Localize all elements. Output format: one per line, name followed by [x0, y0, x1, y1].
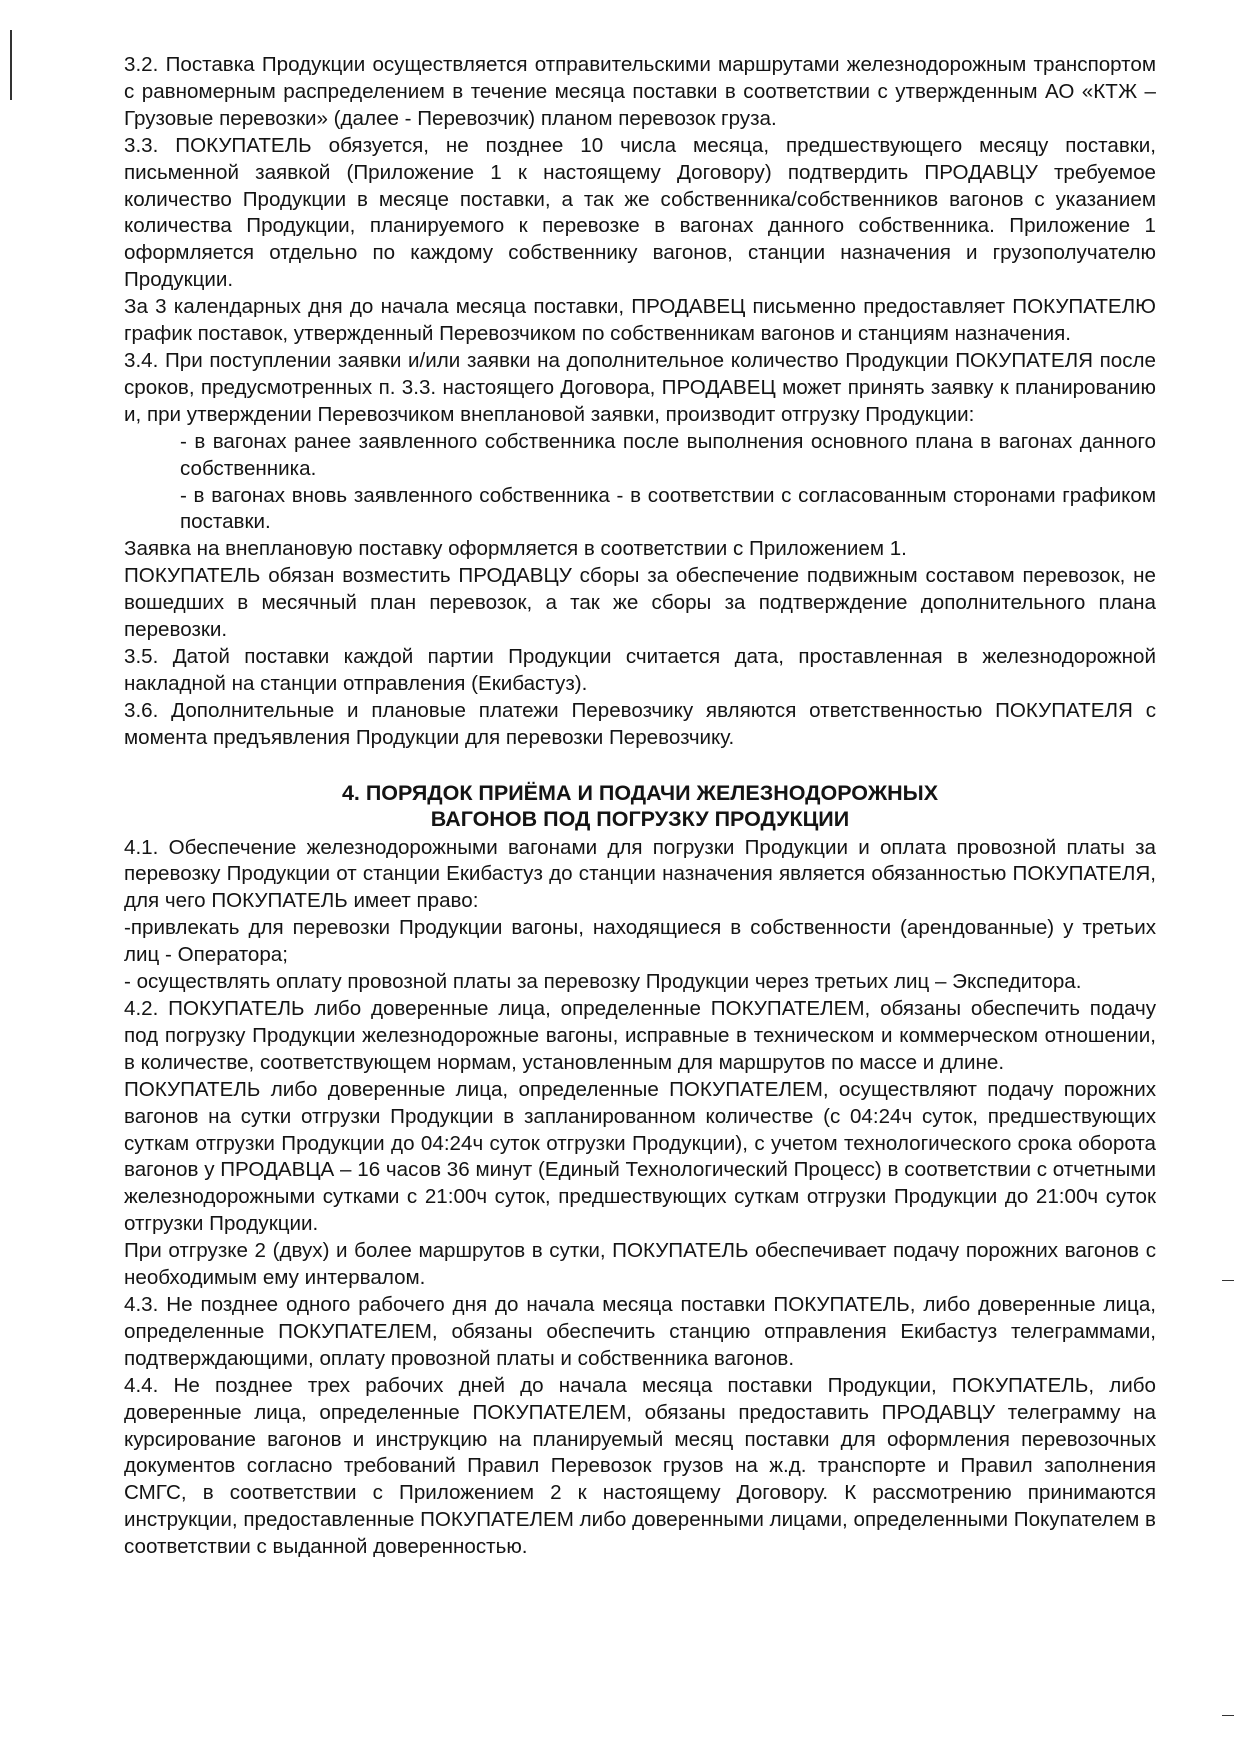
paragraph-4-2: 4.2. ПОКУПАТЕЛЬ либо доверенные лица, определенные ПОКУПАТЕЛЕМ, обязаны обеспечить подачу под погрузку Продукции железнодорожные вагоны, исправные в техническом и коммерческом отношении, в количестве, соответствующем нормам, установленным для маршрутов по массе и длине. [124, 997, 1156, 1074]
paragraph-3-4: 3.4. При поступлении заявки и/или заявки на дополнительное количество Продукции ПОКУПАТЕЛЯ после сроков, предусмотренных п. 3.3. настоящего Договора, ПРОДАВЕЦ может принять заявку к планированию и, при утверждении Перевозчиком внеплановой заявки, производит отгрузку Продукции: [124, 348, 1156, 426]
document-page [124, 52, 1156, 1561]
bullet-item: - в вагонах ранее заявленного собственника после выполнения основного плана в вагонах данного собственника. [180, 429, 1156, 480]
paragraph-fees: ПОКУПАТЕЛЬ обязан возместить ПРОДАВЦУ сборы за обеспечение подвижным составом перевозок, не вошедших в месячный план перевозок, а так же сборы за подтверждение дополнительного плана перевозки. [124, 564, 1156, 642]
paragraph-4-1: 4.1. Обеспечение железнодорожными вагонами для погрузки Продукции и оплата провозной платы за перевозку Продукции от станции Екибастуз до станции назначения является обязанностью ПОКУПАТЕЛЯ, для чего ПОКУПАТЕЛЬ имеет право: [124, 835, 1156, 913]
bullet-item: - в вагонах вновь заявленного собственника - в соответствии с согласованным сторонами графиком поставки. [180, 483, 1156, 534]
paragraph-empty-wagons: ПОКУПАТЕЛЬ либо доверенные лица, определенные ПОКУПАТЕЛЕМ, осуществляют подачу порожних вагонов на сутки отгрузки Продукции в запланированном количестве (с 04:24ч суток, предшествующих суткам отгрузки Продукции до 04:24ч суток отгрузки Продукции), с учетом технологического срока оборота вагонов у ПРОДАВЦА – 16 часов 36 минут (Единый Технологический Процесс) в соответствии с отчетными железнодорожными сутками с 21:00ч суток, предшествующих суткам отгрузки Продукции до 21:00ч суток отгрузки Продукции. [124, 1077, 1156, 1236]
paragraph-4-3: 4.3. Не позднее одного рабочего дня до начала месяца поставки ПОКУПАТЕЛЬ, либо доверенные лица, определенные ПОКУПАТЕЛЕМ, обязаны обеспечить станцию отправления Екибастуз телеграммами, подтверждающими, оплату провозной платы и собственника вагонов. [124, 1292, 1156, 1370]
paragraph-3-3: 3.3. ПОКУПАТЕЛЬ обязуется, не позднее 10 числа месяца, предшествующего месяцу поставки, письменной заявкой (Приложение 1 к настоящему Договору) подтвердить ПРОДАВЦУ требуемое количество Продукции в месяце поставки, а так же собственника/собственников вагонов с указанием количества Продукции, планируемого к перевозке в вагонах данного собственника. Приложение 1 оформляется отдельно по каждому собственнику вагонов, станции назначения и грузополучателю Продукции. [124, 133, 1156, 292]
paragraph-3-6: 3.6. Дополнительные и плановые платежи Перевозчику являются ответственностью ПОКУПАТЕЛЯ с момента предъявления Продукции для перевозки Перевозчику. [124, 698, 1156, 749]
paragraph-forwarder: - осуществлять оплату провозной платы за перевозку Продукции через третьих лиц – Экспедитора. [124, 970, 1082, 994]
paragraph-operator: -привлекать для перевозки Продукции вагоны, находящиеся в собственности (арендованные) у третьих лиц - Оператора; [124, 916, 1156, 967]
paragraph-4-4: 4.4. Не позднее трех рабочих дней до начала месяца поставки Продукции, ПОКУПАТЕЛЬ, либо доверенные лица, определенные ПОКУПАТЕЛЕМ, обязаны предоставить ПРОДАВЦУ телеграмму на курсирование вагонов и инструкцию на планируемый месяц поставки для оформления перевозочных документов согласно требований Правил Перевозок грузов на ж.д. транспорте и Правил заполнения СМГС, в соответствии с Приложением 2 к настоящему Договору. К рассмотрению принимаются инструкции, предоставленные ПОКУПАТЕЛЕМ либо доверенными лицами, определенными Покупателем в соответствии с выданной доверенностью. [124, 1373, 1156, 1559]
section-4-heading-line2: ВАГОНОВ ПОД ПОГРУЗКУ ПРОДУКЦИИ [430, 806, 850, 831]
scan-edge-mark [1222, 1280, 1234, 1281]
section-4-heading-line1: 4. ПОРЯДОК ПРИЁМА И ПОДАЧИ ЖЕЛЕЗНОДОРОЖНЫХ [341, 780, 939, 805]
paragraph-schedule: За 3 календарных дня до начала месяца поставки, ПРОДАВЕЦ письменно предоставляет ПОКУПАТЕЛЮ график поставок, утвержденный Перевозчиком по собственникам вагонов и станциям назначения. [124, 295, 1156, 346]
section-4-heading [124, 780, 1156, 832]
paragraph-interval: При отгрузке 2 (двух) и более маршрутов в сутки, ПОКУПАТЕЛЬ обеспечивает подачу порожних вагонов с необходимым ему интервалом. [124, 1239, 1156, 1290]
scan-edge-mark [10, 30, 12, 100]
scan-edge-mark [1222, 1715, 1234, 1716]
paragraph-3-2: 3.2. Поставка Продукции осуществляется отправительскими маршрутами железнодорожным транспортом с равномерным распределением в течение месяца поставки в соответствии с утвержденным АО «КТЖ – Грузовые перевозки» (далее - Перевозчик) планом перевозок груза. [124, 53, 1156, 130]
paragraph-unplanned-request: Заявка на внеплановую поставку оформляется в соответствии с Приложением 1. [124, 537, 907, 561]
paragraph-3-5: 3.5. Датой поставки каждой партии Продукции считается дата, проставленная в железнодорожной накладной на станции отправления (Екибастуз). [124, 644, 1156, 695]
